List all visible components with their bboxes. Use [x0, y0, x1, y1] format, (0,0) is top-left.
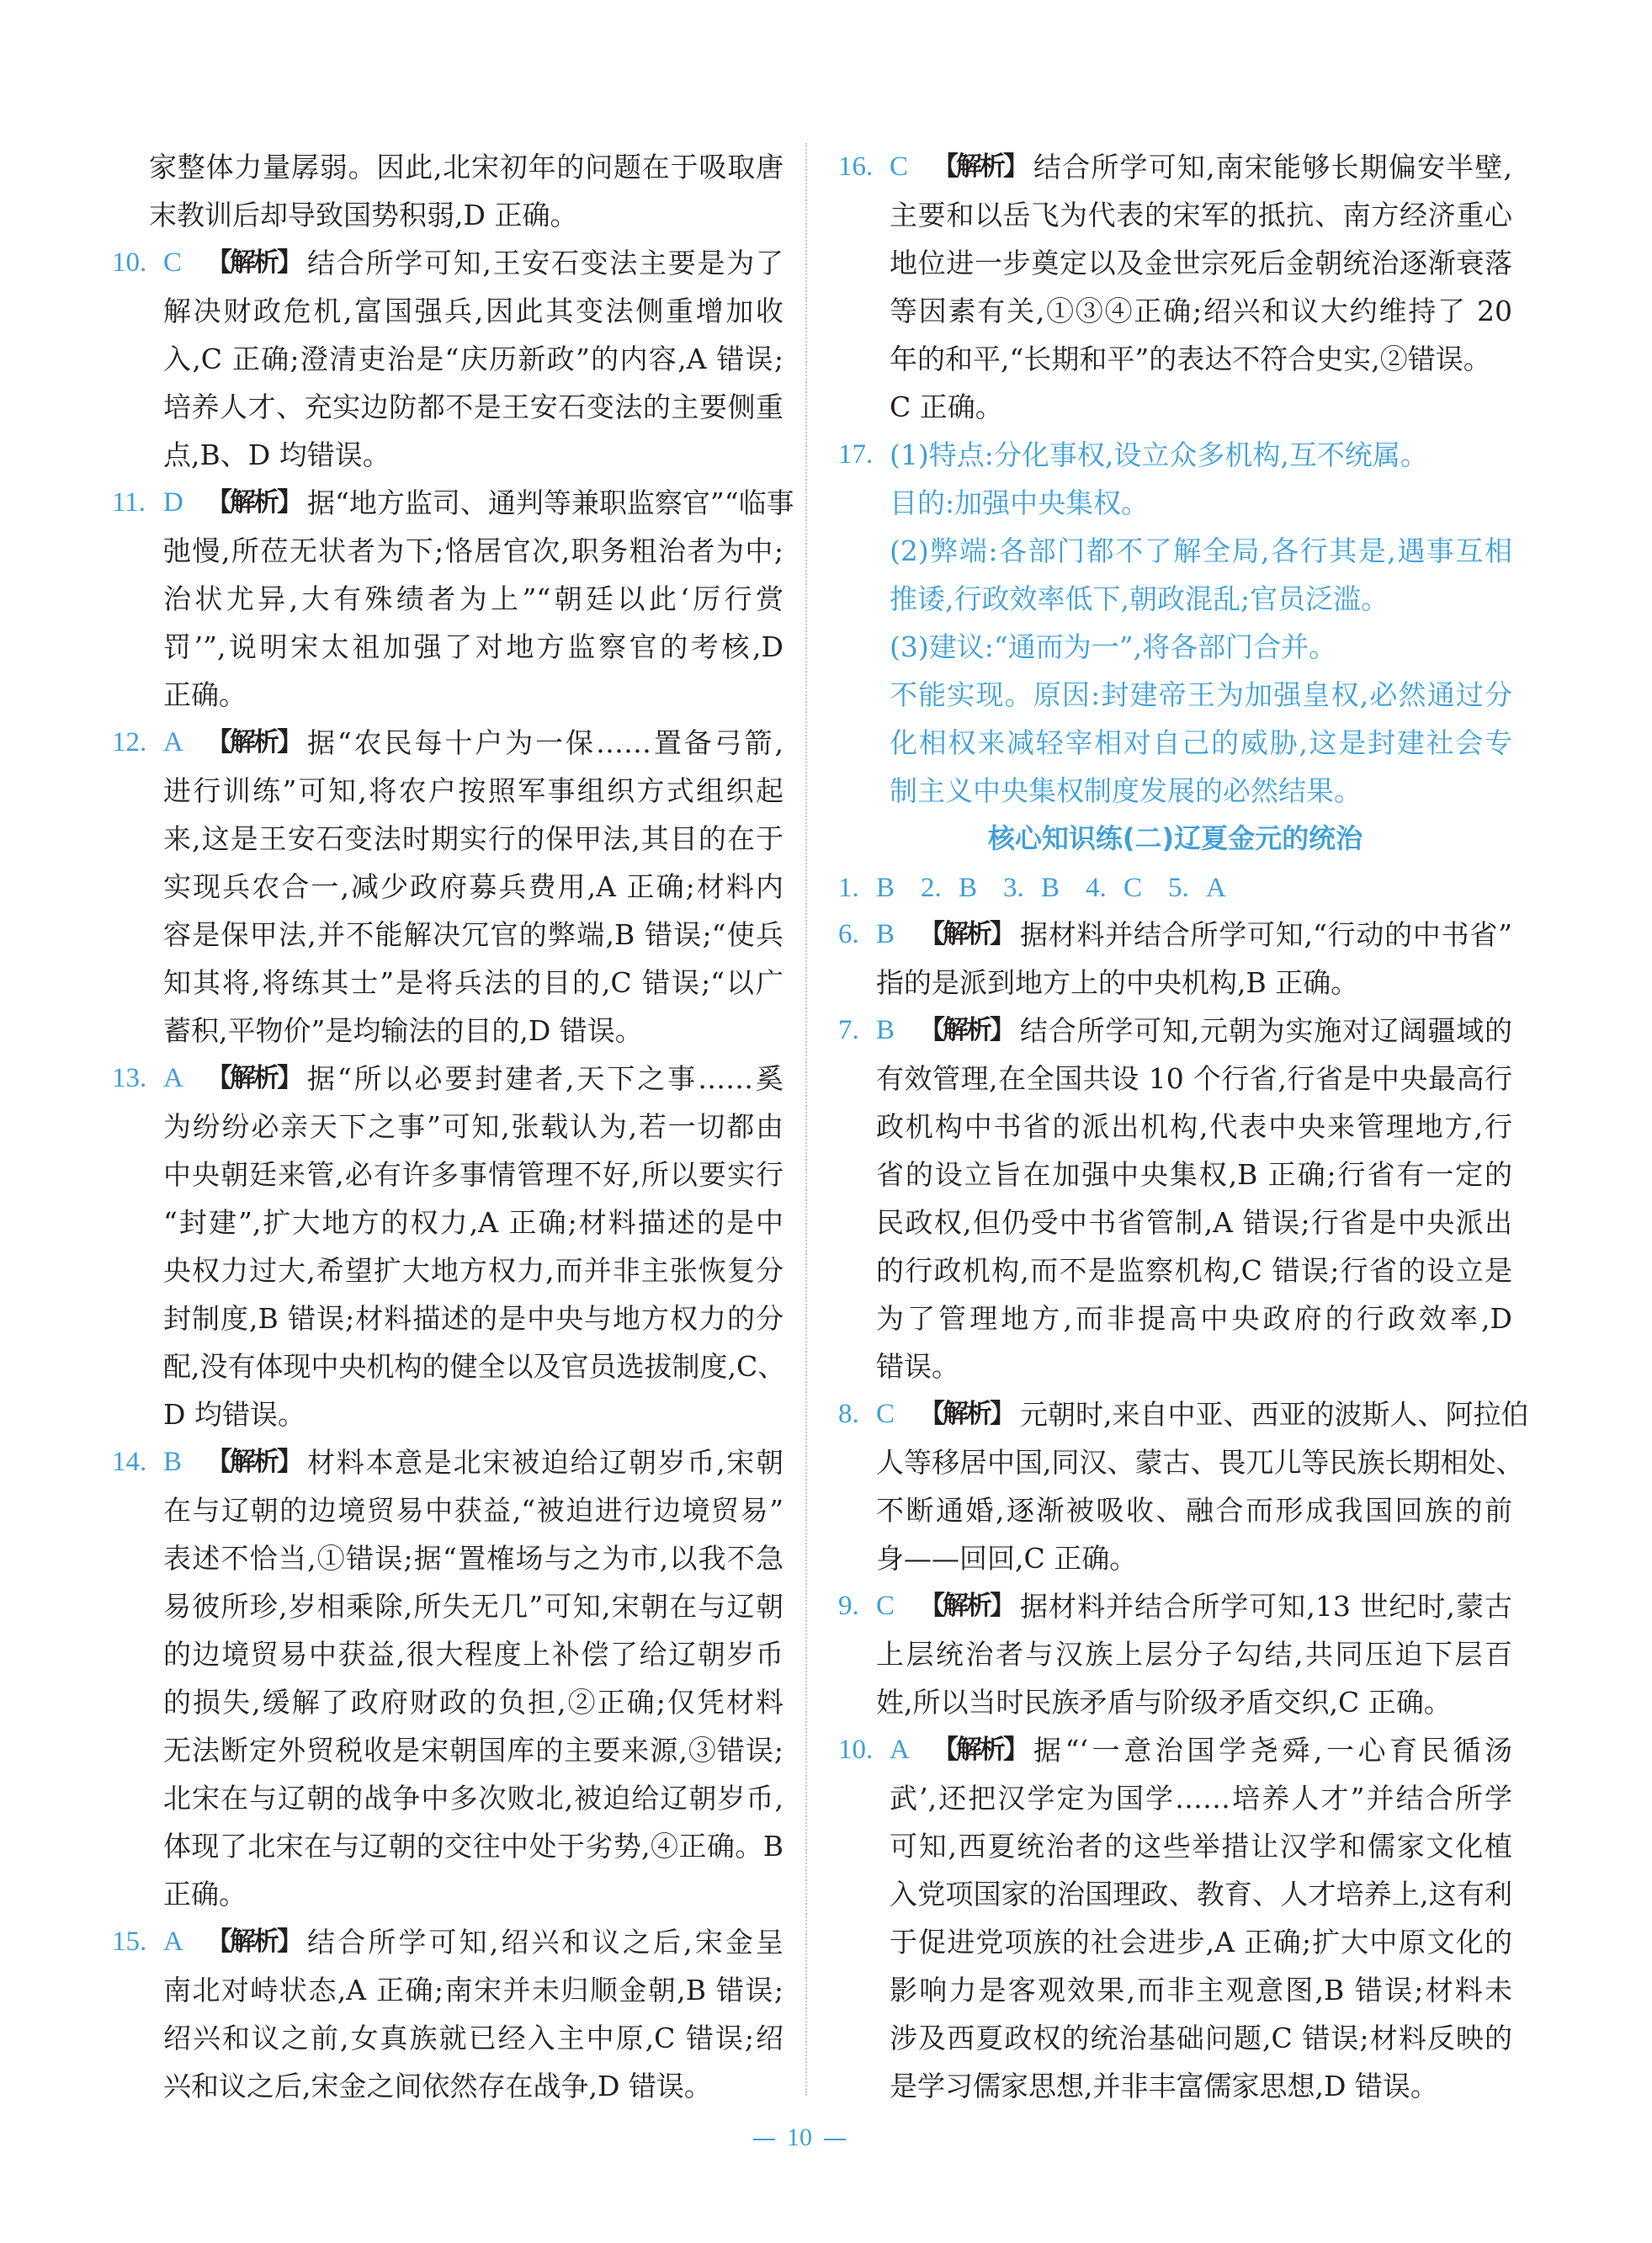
analysis-label: 【解析】 [206, 727, 300, 757]
line-text: 进行训练”可知,将农户按照军事组织方式组织起 [163, 774, 784, 807]
text-line [838, 2062, 1512, 2110]
answer-row [838, 863, 1512, 911]
text-line [112, 1966, 784, 2014]
line-text: 易彼所珍,岁相乘除,所失无几”可知,宋朝在与辽朝 [163, 1590, 784, 1623]
line-text: 年的和平,“长期和平”的表达不符合史实,②错误。 [890, 343, 1491, 375]
text-line [838, 1486, 1512, 1534]
line-text: 目的:加强中央集权。 [890, 486, 1150, 519]
footer-dash-right [824, 2139, 846, 2140]
line-text: 蓄积,平物价”是均输法的目的,D 错误。 [163, 1014, 643, 1047]
line-text: 据“农民每十户为一保……置备弓箭, [307, 726, 784, 759]
text-line [112, 1726, 784, 1774]
analysis-label: 【解析】 [919, 1399, 1013, 1429]
line-text: 推诿,行政效率低下,朝政混乱;官员泛滥。 [890, 582, 1389, 615]
line-text: 治状尤异,大有殊绩者为上”“朝廷以此‘厉行赏 [163, 582, 784, 615]
line-text: “封建”,扩大地方的权力,A 正确;材料描述的是中 [163, 1206, 784, 1239]
line-text: 为纷纷必亲天下之事”可知,张载认为,若一切都由 [163, 1110, 784, 1143]
question-number: 5. [1168, 873, 1189, 903]
text-line [838, 719, 1512, 767]
text-line [838, 1055, 1512, 1103]
text-line [112, 1438, 784, 1486]
text-line [838, 1246, 1512, 1294]
text-line [112, 1870, 784, 1918]
column-divider [805, 143, 807, 2096]
text-line [838, 959, 1512, 1007]
line-text: 弛慢,所莅无状者为下;恪居官次,职务粗治者为中; [163, 534, 784, 567]
line-text: 结合所学可知,元朝为实施对辽阔疆域的 [1020, 1014, 1512, 1047]
text-line [112, 1246, 784, 1294]
analysis-label: 【解析】 [932, 1735, 1027, 1765]
question-number: 17. [838, 439, 874, 470]
answer-item [112, 479, 794, 719]
text-line [112, 575, 784, 623]
line-text: 入,C 正确;澄清吏治是“庆历新政”的内容,A 错误; [163, 343, 784, 375]
text-line [838, 1822, 1512, 1870]
text-line [838, 1726, 1512, 1774]
line-text: 配,没有体现中央机构的健全以及官员选拔制度,C、 [163, 1350, 786, 1383]
text-line [838, 623, 1512, 671]
text-line [838, 1294, 1512, 1342]
line-text: 无法断定外贸税收是宋朝国库的主要来源,③错误; [163, 1734, 784, 1767]
text-line [112, 287, 784, 335]
text-line [838, 1534, 1512, 1582]
line-text: 兴和议之后,宋金之间依然存在战争,D 错误。 [163, 2070, 712, 2102]
line-text: 主要和以岳飞为代表的宋军的抵抗、南方经济重心 [890, 199, 1512, 231]
text-line [112, 719, 784, 767]
answer-letter: C [163, 247, 183, 278]
text-line [838, 1678, 1512, 1726]
line-text: 等因素有关,①③④正确;绍兴和议大约维持了 20 [890, 295, 1512, 327]
question-number: 10. [112, 247, 147, 278]
line-text: 结合所学可知,南宋能够长期偏安半壁, [1033, 151, 1512, 183]
line-text: 正确。 [163, 678, 247, 711]
line-text: 上层统治者与汉族上层分子勾结,共同压迫下层百 [876, 1638, 1512, 1671]
line-text: 是学习儒家思想,并非丰富儒家思想,D 错误。 [890, 2070, 1438, 2102]
text-line [112, 2014, 784, 2062]
text-line [112, 1390, 784, 1438]
continued-text [112, 143, 784, 239]
text-line [838, 1438, 1524, 1486]
section-title [838, 815, 1512, 863]
text-line [112, 527, 784, 575]
text-line [838, 431, 1512, 479]
question-number: 15. [112, 1927, 147, 1957]
text-line [838, 1630, 1512, 1678]
answer-letter: A [163, 1927, 183, 1957]
page-number: 10 [787, 2123, 812, 2151]
text-line [838, 1774, 1512, 1822]
text-line [112, 239, 784, 287]
question-number: 2. [921, 873, 942, 903]
text-line [112, 959, 784, 1007]
answer-item [112, 1918, 784, 2110]
question-number: 6. [838, 919, 859, 949]
answer-item [838, 911, 1512, 1007]
answer-letter: B [876, 873, 895, 903]
answer-letter: C [1123, 873, 1143, 903]
question-number: 16. [838, 151, 874, 182]
line-text: 南北对峙状态,A 正确;南宋并未归顺金朝,B 错误; [163, 1974, 784, 2006]
line-text: 据“‘一意治国学尧舜,一心育民循汤 [1033, 1734, 1512, 1767]
text-line [838, 1870, 1512, 1918]
text-line [838, 1582, 1512, 1630]
line-text: 省的设立旨在加强中央集权,B 正确;行省有一定的 [876, 1158, 1512, 1191]
text-line [838, 2014, 1512, 2062]
answer-letter: A [163, 727, 183, 757]
text-line [838, 1151, 1512, 1199]
text-line [112, 767, 784, 815]
text-line [838, 479, 1512, 527]
text-line [112, 1822, 784, 1870]
line-text: 结合所学可知,绍兴和议之后,宋金呈 [307, 1926, 784, 1959]
question-number: 4. [1086, 873, 1107, 903]
text-line [112, 383, 784, 431]
line-text: 有效管理,在全国共设 10 个行省,行省是中央最高行 [876, 1062, 1512, 1095]
answer-item [112, 719, 784, 1055]
answer-item [838, 1726, 1512, 2110]
line-text: 材料本意是北宋被迫给辽朝岁币,宋朝 [307, 1446, 784, 1479]
question-number: 12. [112, 727, 147, 757]
line-text: 绍兴和议之前,女真族就已经入主中原,C 错误;绍 [163, 2022, 784, 2054]
line-text: 知其将,将练其士”是将兵法的目的,C 错误;“以广 [163, 966, 784, 999]
text-line [838, 1966, 1512, 2014]
analysis-label: 【解析】 [206, 1927, 300, 1957]
question-number: 3. [1003, 873, 1024, 903]
text-line [112, 479, 794, 527]
line-text: 罚’”,说明宋太祖加强了对地方监察官的考核,D [163, 630, 784, 663]
question-number: 7. [838, 1015, 859, 1045]
line-text: 为了管理地方,而非提高中央政府的行政效率,D [876, 1302, 1512, 1335]
line-text: 的边境贸易中获益,很大程度上补偿了给辽朝岁币 [163, 1638, 784, 1671]
line-text: (3)建议:“通而为一”,将各部门合并。 [890, 630, 1337, 663]
line-text: 错误。 [876, 1350, 959, 1383]
text-line [838, 767, 1512, 815]
page-footer [0, 2119, 1599, 2156]
answer-item [838, 1582, 1512, 1726]
line-text: 实现兵农合一,减少政府募兵费用,A 正确;材料内 [163, 870, 784, 903]
line-text: 中央朝廷来管,必有许多事情管理不好,所以要实行 [163, 1158, 784, 1191]
text-line [838, 335, 1512, 383]
text-line [112, 1630, 784, 1678]
answer-item [112, 1055, 784, 1438]
text-line [112, 191, 784, 239]
question-number: 8. [838, 1399, 859, 1429]
text-line [838, 1342, 1512, 1390]
text-line [838, 671, 1512, 719]
text-line [112, 1774, 784, 1822]
answer-letter: B [1041, 873, 1060, 903]
line-text: 的行政机构,而不是监察机构,C 错误;行省的设立是 [876, 1254, 1512, 1287]
text-line [112, 671, 784, 719]
answer-letter: D [163, 487, 183, 518]
text-line [112, 1534, 784, 1582]
line-text: 末教训后却导致国势积弱,D 正确。 [149, 199, 578, 231]
line-text: 指的是派到地方上的中央机构,B 正确。 [876, 966, 1359, 999]
line-text: 不能实现。原因:封建帝王为加强皇权,必然通过分 [890, 678, 1512, 711]
text-line [838, 911, 1512, 959]
answer-item [838, 143, 1512, 431]
section-heading: 核心知识练(二)辽夏金元的统治 [987, 822, 1363, 854]
text-line [838, 239, 1512, 287]
line-text: 据“地方监司、通判等兼职监察官”“临事 [307, 486, 794, 519]
line-text: 于促进党项族的社会进步,A 正确;扩大中原文化的 [890, 1926, 1512, 1959]
text-line [838, 1007, 1512, 1055]
analysis-label: 【解析】 [919, 919, 1013, 949]
line-text: 封制度,B 错误;材料描述的是中央与地方权力的分 [163, 1302, 784, 1335]
analysis-label: 【解析】 [206, 1447, 300, 1477]
line-text: 培养人才、充实边防都不是王安石变法的主要侧重 [163, 391, 784, 423]
text-line [112, 431, 784, 479]
analysis-label: 【解析】 [932, 151, 1027, 182]
question-number: 10. [838, 1735, 874, 1765]
text-line [112, 1342, 784, 1390]
text-line [112, 1294, 784, 1342]
answer-letter: A [1206, 873, 1226, 903]
text-line [838, 143, 1512, 191]
right-column [838, 143, 1529, 2110]
text-line [838, 1103, 1512, 1151]
text-line [112, 335, 784, 383]
line-text: 在与辽朝的边境贸易中获益,“被迫进行边境贸易” [163, 1494, 784, 1527]
analysis-label: 【解析】 [919, 1591, 1013, 1621]
question-number: 1. [838, 873, 859, 903]
line-text: 表述不恰当,①错误;据“置榷场与之为市,以我不急 [163, 1542, 784, 1575]
line-text: 点,B、D 均错误。 [163, 439, 390, 471]
line-text: 据材料并结合所学可知,“行动的中书省” [1020, 918, 1512, 951]
answer-list [838, 863, 1512, 911]
line-text: 正确。 [163, 1878, 247, 1911]
question-number: 14. [112, 1447, 147, 1477]
answer-item [112, 1438, 784, 1918]
text-line [838, 1199, 1512, 1246]
answer-letter: A [163, 1063, 183, 1093]
line-text: 的损失,缓解了政府财政的负担,②正确;仅凭材料 [163, 1686, 784, 1719]
text-line [112, 1582, 784, 1630]
text-line [112, 1151, 784, 1199]
text-line [112, 1007, 784, 1055]
line-text: 民政权,但仍受中书省管制,A 错误;行省是中央派出 [876, 1206, 1512, 1239]
line-text: 来,这是王安石变法时期实行的保甲法,其目的在于 [163, 822, 784, 855]
text-line [112, 1486, 784, 1534]
line-text: 据“所以必要封建者,天下之事……奚 [307, 1062, 784, 1095]
answer-item [838, 1007, 1512, 1390]
text-line [838, 575, 1512, 623]
question-number: 11. [112, 487, 146, 518]
answer-letter: C [876, 1399, 895, 1429]
line-text: 化相权来减轻宰相对自己的威胁,这是封建社会专 [890, 726, 1512, 759]
line-text: 影响力是客观效果,而非主观意图,B 错误;材料未 [890, 1974, 1512, 2006]
line-text: 制主义中央集权制度发展的必然结果。 [890, 774, 1362, 807]
text-line [838, 527, 1512, 575]
text-line [112, 863, 784, 911]
line-text: 武’,还把汉学定为国学……培养人才”并结合所学 [890, 1782, 1512, 1815]
text-line [838, 1918, 1512, 1966]
answer-letter: C [876, 1591, 895, 1621]
text-line [838, 191, 1512, 239]
line-text: 可知,西夏统治者的这些举措让汉学和儒家文化植 [890, 1830, 1512, 1863]
line-text: 地位进一步奠定以及金世宗死后金朝统治逐渐衰落 [890, 247, 1512, 279]
text-line [838, 287, 1512, 335]
text-line [112, 1199, 784, 1246]
line-text: 北宋在与辽朝的战争中多次败北,被迫给辽朝岁币, [163, 1782, 784, 1815]
line-text: C 正确。 [890, 391, 1003, 423]
text-line [112, 623, 784, 671]
line-text: 解决财政危机,富国强兵,因此其变法侧重增加收 [163, 295, 784, 327]
analysis-label: 【解析】 [206, 1063, 300, 1093]
line-text: 政机构中书省的派出机构,代表中央来管理地方,行 [876, 1110, 1512, 1143]
line-text: (2)弊端:各部门都不了解全局,各行其是,遇事互相 [890, 534, 1512, 567]
line-text: D 均错误。 [163, 1398, 305, 1431]
line-text: 人等移居中国,同汉、蒙古、畏兀儿等民族长期相处、 [876, 1446, 1524, 1479]
text-line [112, 815, 784, 863]
text-line [838, 383, 1512, 431]
footer-dash-left [753, 2139, 775, 2140]
answer-item [112, 239, 784, 479]
line-text: 据材料并结合所学可知,13 世纪时,蒙古 [1020, 1590, 1512, 1623]
text-line [838, 1390, 1529, 1438]
text-line [112, 143, 784, 191]
answer-letter: B [876, 1015, 895, 1045]
line-text: 结合所学可知,王安石变法主要是为了 [307, 247, 784, 279]
line-text: 涉及西夏政权的统治基础问题,C 错误;材料反映的 [890, 2022, 1512, 2054]
answer-letter: B [876, 919, 895, 949]
answer-item [838, 1390, 1529, 1582]
line-text: 身——回回,C 正确。 [876, 1542, 1138, 1575]
text-line [112, 2062, 784, 2110]
question-number: 13. [112, 1063, 147, 1093]
text-line [112, 1678, 784, 1726]
analysis-label: 【解析】 [919, 1015, 1013, 1045]
analysis-label: 【解析】 [206, 487, 300, 518]
answer-letter: B [959, 873, 978, 903]
line-text: 入党项国家的治国理政、教育、人才培养上,这有利 [890, 1878, 1512, 1911]
text-line [112, 1055, 784, 1103]
text-line [112, 911, 784, 959]
line-text: (1)特点:分化事权,设立众多机构,互不统属。 [890, 439, 1428, 471]
text-line [112, 1918, 784, 1966]
answer-letter: B [163, 1447, 183, 1477]
line-text: 央权力过大,希望扩大地方权力,而并非主张恢复分 [163, 1254, 784, 1287]
analysis-label: 【解析】 [206, 247, 300, 278]
answer-letter: C [890, 151, 909, 182]
answer-letter: A [890, 1735, 910, 1765]
line-text: 体现了北宋在与辽朝的交往中处于劣势,④正确。B [163, 1830, 784, 1863]
left-column [112, 143, 794, 2110]
text-line [112, 1103, 784, 1151]
line-text: 不断通婚,逐渐被吸收、融合而形成我国回族的前 [876, 1494, 1512, 1527]
line-text: 家整体力量孱弱。因此,北宋初年的问题在于吸取唐 [149, 151, 784, 183]
answer-item [838, 431, 1512, 815]
line-text: 容是保甲法,并不能解决冗官的弊端,B 错误;“使兵 [163, 918, 784, 951]
line-text: 元朝时,来自中亚、西亚的波斯人、阿拉伯 [1020, 1398, 1529, 1431]
line-text: 姓,所以当时民族矛盾与阶级矛盾交织,C 正确。 [876, 1686, 1452, 1719]
question-number: 9. [838, 1591, 859, 1621]
